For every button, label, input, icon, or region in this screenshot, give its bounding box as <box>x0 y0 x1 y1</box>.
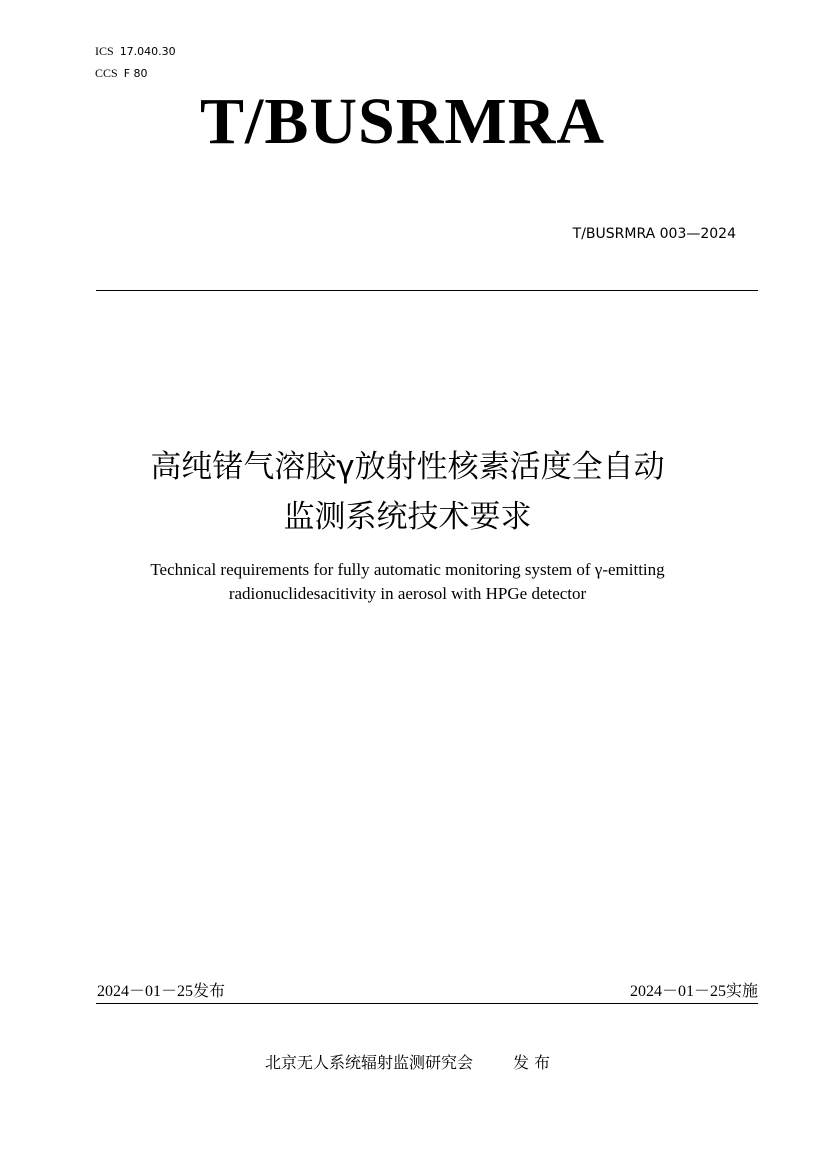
chinese-title-line-1: 高纯锗气溶胶γ放射性核素活度全自动 <box>150 449 665 485</box>
standard-brand-logo: T/BUSRMRA <box>200 85 606 158</box>
ics-code: 17.040.30 <box>119 45 176 58</box>
implementation-date <box>630 981 758 1002</box>
standard-number: T/BUSRMRA 003—2024 <box>572 226 736 242</box>
ccs-classification <box>95 66 148 81</box>
top-divider <box>96 290 758 291</box>
english-title-line-2: radionuclidesacitivity in aerosol with HPGe detector <box>228 584 587 603</box>
publish-label: 发 布 <box>512 1053 551 1072</box>
ccs-label: CCS <box>95 66 118 80</box>
ics-label: ICS <box>95 44 114 58</box>
publisher-name: 北京无人系统辐射监测研究会 <box>264 1053 473 1072</box>
issue-date <box>97 981 225 1002</box>
english-title-line-1: Technical requirements for fully automatic monitoring system of γ-emitting <box>150 560 665 579</box>
chinese-title-line-2: 监测系统技术要求 <box>283 499 532 535</box>
implementation-date-value: 2024－01－25 <box>629 983 726 1000</box>
publisher-line <box>0 1053 815 1073</box>
ics-classification <box>95 44 176 59</box>
bottom-divider <box>96 1003 758 1004</box>
issue-label: 发布 <box>193 981 226 1000</box>
implementation-label: 实施 <box>725 981 758 1000</box>
issue-date-value: 2024－01－25 <box>97 983 194 1000</box>
ccs-code: F 80 <box>123 67 148 80</box>
